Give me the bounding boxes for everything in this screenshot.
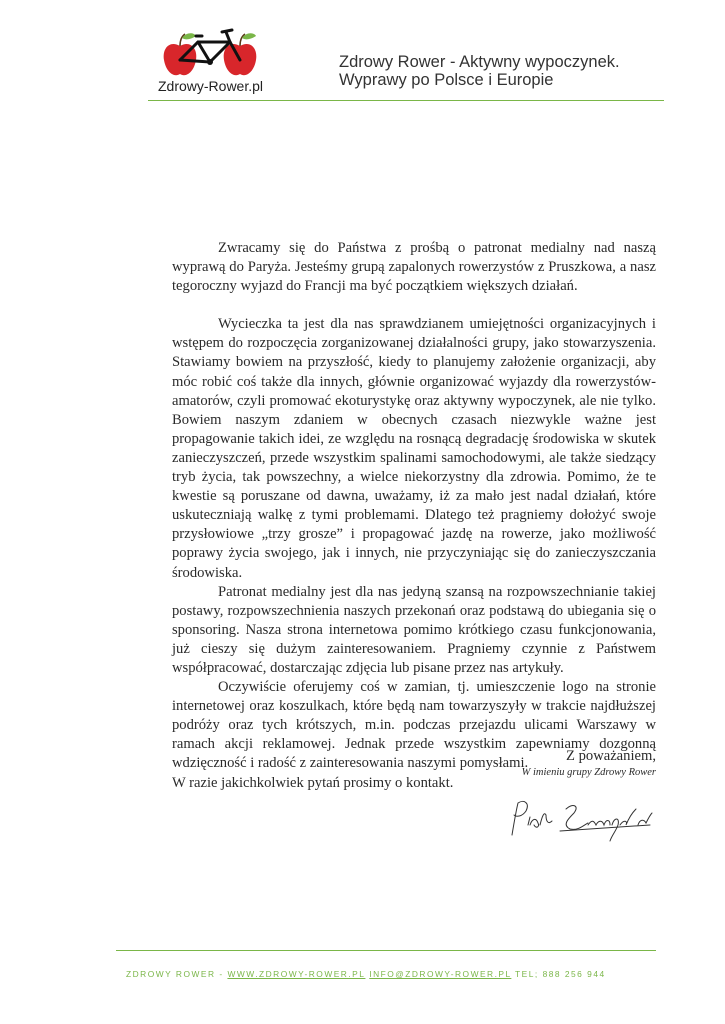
footer-name: ZDROWY ROWER - xyxy=(126,969,228,979)
tagline-line-1: Zdrowy Rower - Aktywny wypoczynek. xyxy=(339,53,620,71)
email-link[interactable]: INFO@ZDROWY-ROWER.PL xyxy=(369,969,512,979)
paragraph: Zwracamy się do Państwa z prośbą o patronat medialny nad naszą wyprawą do Paryża. Jesteśmy grupą zapalonych rowerzystów z Pruszkowa, a nasz tegoroczny wyjazd do Francji ma być początkiem większych działań. xyxy=(172,240,656,295)
closing xyxy=(420,747,656,780)
footer xyxy=(126,969,606,979)
paragraph: W razie jakichkolwiek pytań prosimy o kontakt. xyxy=(172,774,454,791)
tagline xyxy=(339,53,620,89)
paragraph: Wycieczka ta jest dla nas sprawdzianem umiejętności organizacyjnych i wstępem do rozpoczęcia zorganizowanej działalności grupy, jako stowarzyszenia. Stawiamy bowiem na przyszłość, kiedy to planujemy założenie organizacji, aby móc robić coś także dla innych, głównie organizować wyjazdy dla rowerzystów-amatorów, czyli promować ekoturystykę oraz aktywny wypoczynek, ale nie tylko. Bowiem naszym zdaniem w obecnych czasach niezwykle ważne jest propagowanie takich idei, ze względu na rosnącą degradację środowiska w skutek zanieczyszczeń, przede wszystkim spalinami samochodowymi, ale także siedzący tryb życia, tak powszechny, a wielce niekorzystny dla zdrowia. Pomimo, że te kwestie są poruszane od dawna, uważamy, iż za mało jest nadal działań, które uskuteczniają walkę z tymi problemami. Dlatego też pragniemy dołożyć swoje przysłowiowe „trzy grosze” i propagować jazdę na rowerze, jako możliwość poprawy życia swojego, jak i innych, nie przyczyniając się do zanieczyszczania środowiska. xyxy=(172,316,656,581)
letterhead xyxy=(0,0,725,110)
footer-divider xyxy=(116,950,656,951)
greeting: Z poważaniem, xyxy=(566,748,656,764)
handwritten-signature xyxy=(500,795,660,845)
on-behalf-line: W imieniu grupy Zdrowy Rower xyxy=(521,767,656,778)
tagline-line-2: Wyprawy po Polsce i Europie xyxy=(339,71,554,89)
website-link[interactable]: WWW.ZDROWY-ROWER.PL xyxy=(227,969,366,979)
footer-phone: TEL; 888 256 944 xyxy=(511,969,606,979)
letter-body xyxy=(172,239,656,793)
bicycle-apples-logo-icon xyxy=(160,22,262,78)
paragraph: Oczywiście oferujemy coś w zamian, tj. umieszczenie logo na stronie internetowej oraz koszulkach, które będą nam towarzyszyły w trakcie najdłuższej podróży oraz tych krótszych, m.in. podczas przejazdu ulicami Warszawy w ramach akcji reklamowej. Jednak przede wszystkim zapewniamy dozgonną wdzięczność i radość z zainteresowania naszymi pomysłami. xyxy=(172,679,656,772)
paragraph: Patronat medialny jest dla nas jedyną szansą na rozpowszechnianie takiej postawy, rozpowszechnienia naszych przekonań oraz podstawą do ubiegania się o sponsoring. Nasza strona internetowa pomimo krótkiego czasu funkcjonowania, już cieszy się dużym zainteresowaniem. Pragniemy czynnie z Państwem współpracować, dostarczając zdjęcia lub pisane przez nas artykuły. xyxy=(172,583,656,676)
header-divider xyxy=(148,100,664,101)
logo-text: Zdrowy-Rower.pl xyxy=(157,78,264,94)
logo xyxy=(148,22,273,100)
